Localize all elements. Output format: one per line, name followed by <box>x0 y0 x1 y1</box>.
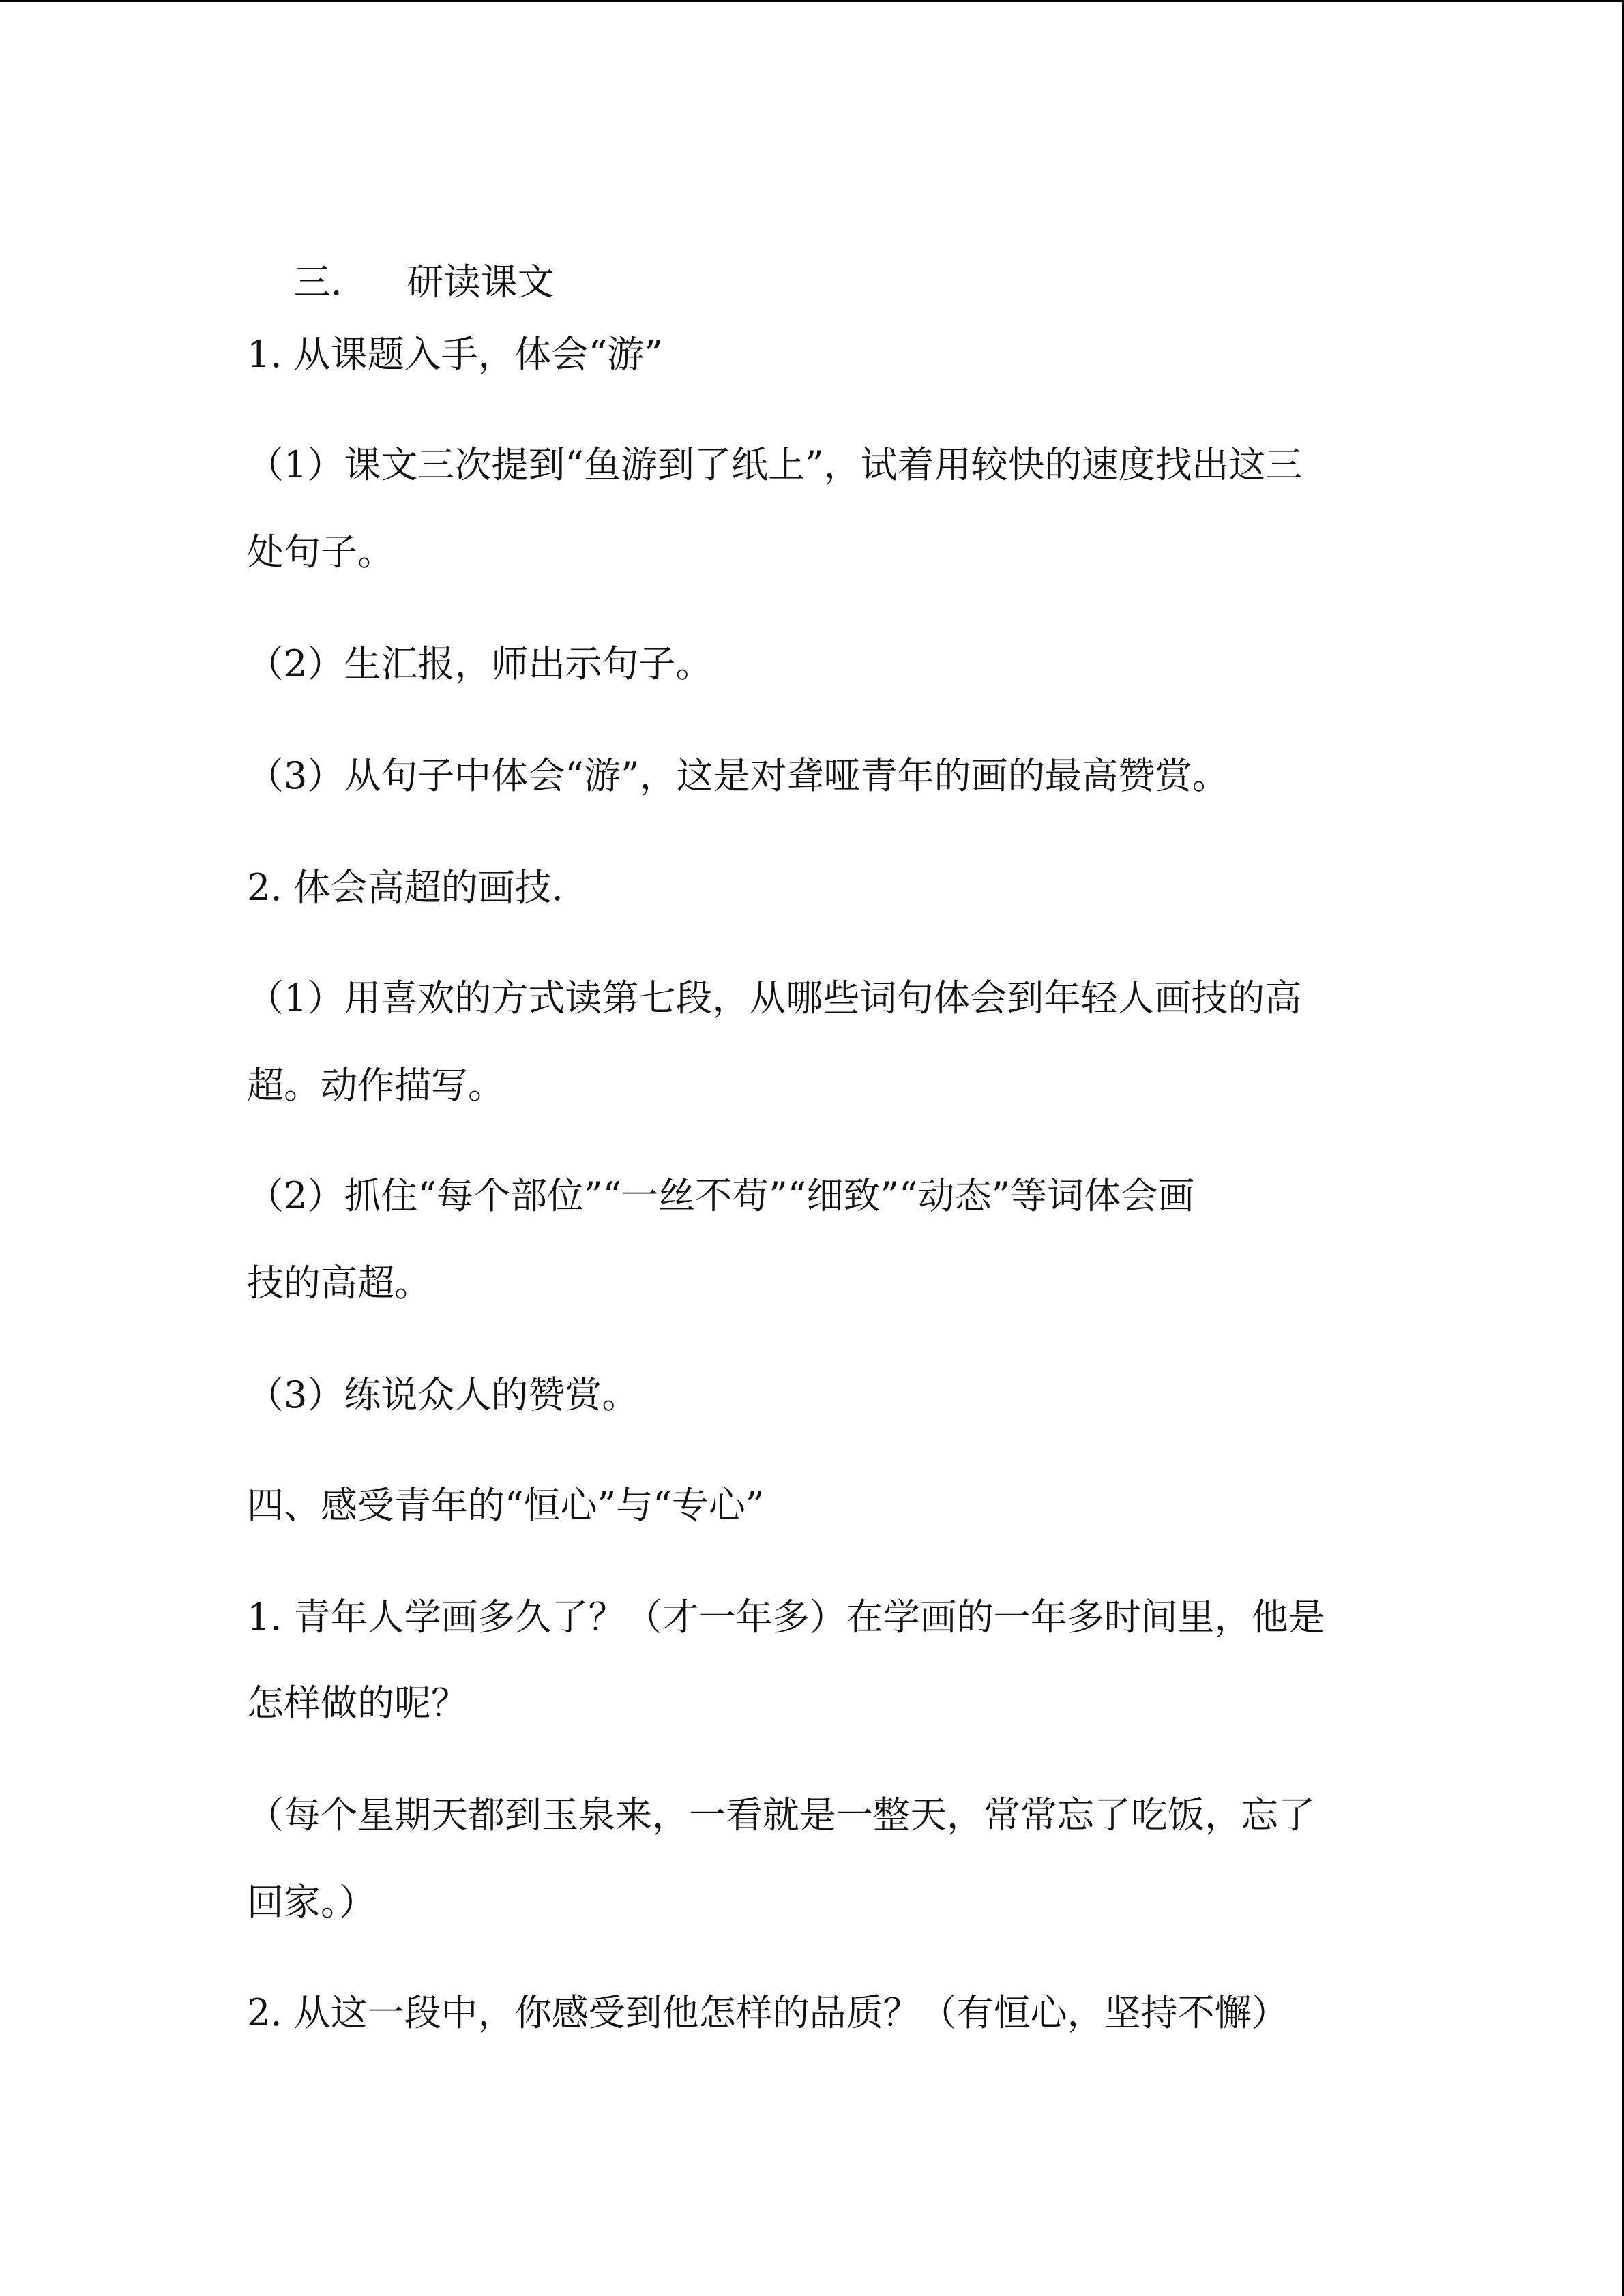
section-heading <box>247 217 555 348</box>
paragraph-line: （每个星期天都到玉泉来，一看就是一整天，常常忘了吃饭，忘了 <box>247 1793 1315 1836</box>
page-top-border <box>0 0 1624 2</box>
paragraph-line: （3）从句子中体会“游”，这是对聋哑青年的画的最高赞赏。 <box>247 754 1229 797</box>
paragraph-line: （2）抓住“每个部位”“一丝不苟”“细致”“动态”等词体会画 <box>247 1174 1195 1217</box>
subheading-2: 2. 体会高超的画技. <box>247 866 563 909</box>
paragraph-line: 2. 从这一段中，你感受到他怎样的品质？（有恒心，坚持不懈） <box>247 1991 1288 2034</box>
section-title: 研读课文 <box>407 260 555 303</box>
paragraph-line: 技的高超。 <box>247 1262 431 1304</box>
subheading-1: 1. 从课题入手，体会“游” <box>247 333 663 376</box>
paragraph-line: （2）生汇报，师出示句子。 <box>247 642 713 685</box>
paragraph-line: 1. 青年人学画多久了？（才一年多）在学画的一年多时间里，他是 <box>247 1596 1325 1639</box>
section-heading-4: 四、感受青年的“恒心”与“专心” <box>247 1484 765 1527</box>
paragraph-line: 回家。） <box>247 1881 376 1924</box>
section-number: 三. <box>293 260 342 303</box>
paragraph-line: （3）练说众人的赞赏。 <box>247 1373 639 1416</box>
paragraph-line: 超。动作描写。 <box>247 1064 505 1107</box>
paragraph-line: （1）用喜欢的方式读第七段，从哪些词句体会到年轻人画技的高 <box>247 976 1302 1019</box>
paragraph-line: 怎样做的呢？ <box>247 1682 468 1725</box>
paragraph-line: （1）课文三次提到“鱼游到了纸上”，试着用较快的速度找出这三 <box>247 443 1303 486</box>
paragraph-line: 处句子。 <box>247 531 394 573</box>
